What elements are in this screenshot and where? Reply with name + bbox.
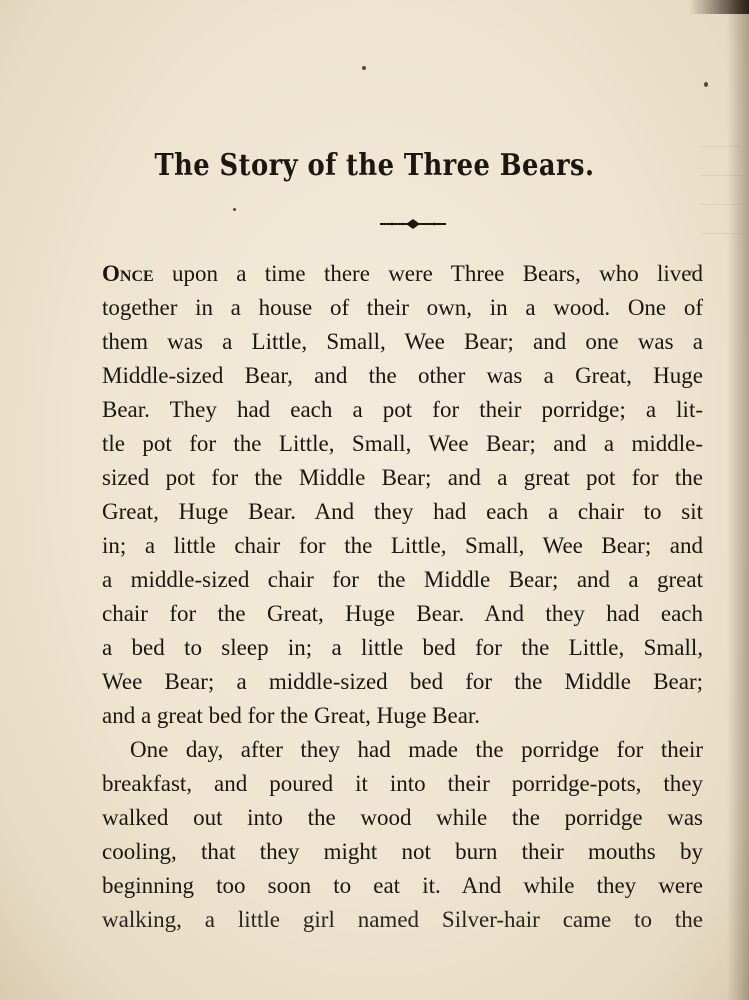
text-line: in; a little chair for the Little, Small, Wee Bear; and — [102, 533, 703, 558]
text-line: Bear. They had each a pot for their porridge; a lit- — [102, 397, 703, 422]
text-line: walked out into the wood while the porridge was — [102, 805, 703, 830]
text-line: Once upon a time there were Three Bears, who lived — [102, 261, 703, 286]
text-line: together in a house of their own, in a wood. One of — [102, 295, 703, 320]
text-line: Middle-sized Bear, and the other was a Great, Huge — [102, 363, 703, 388]
ink-speck — [704, 82, 708, 87]
text-line: beginning too soon to eat it. And while they were — [102, 873, 703, 898]
text-line: sized pot for the Middle Bear; and a great pot for the — [102, 465, 703, 490]
text-line: them was a Little, Small, Wee Bear; and one was a — [102, 329, 703, 354]
text-line: breakfast, and poured it into their porridge-pots, they — [102, 771, 703, 796]
text-line: chair for the Great, Huge Bear. And they had each — [102, 601, 703, 626]
page-corner-shadow — [689, 0, 749, 14]
ink-speck — [233, 208, 236, 211]
story-text — [102, 257, 703, 937]
paragraph-2 — [102, 733, 703, 937]
text-line: a middle-sized chair for the Middle Bear; and a great — [102, 567, 703, 592]
ink-speck — [362, 66, 366, 70]
paragraph-1 — [102, 257, 703, 733]
text-line: Great, Huge Bear. And they had each a chair to sit — [102, 499, 703, 524]
text-line: walking, a little girl named Silver-hair came to the — [102, 907, 703, 932]
page-title: The Story of the Three Bears. — [154, 148, 595, 183]
text-line: and a great bed for the Great, Huge Bear. — [102, 703, 481, 728]
text-line: cooling, that they might not burn their mouths by — [102, 839, 703, 864]
ornamental-rule-icon — [378, 215, 448, 233]
text-line: a bed to sleep in; a little bed for the Little, Small, — [102, 635, 703, 660]
text-line: Wee Bear; a middle-sized bed for the Middle Bear; — [102, 669, 703, 694]
text-line: tle pot for the Little, Small, Wee Bear; and a middle- — [102, 431, 703, 456]
text-line: One day, after they had made the porridge for their — [130, 737, 703, 762]
drop-word: Once — [102, 261, 154, 286]
